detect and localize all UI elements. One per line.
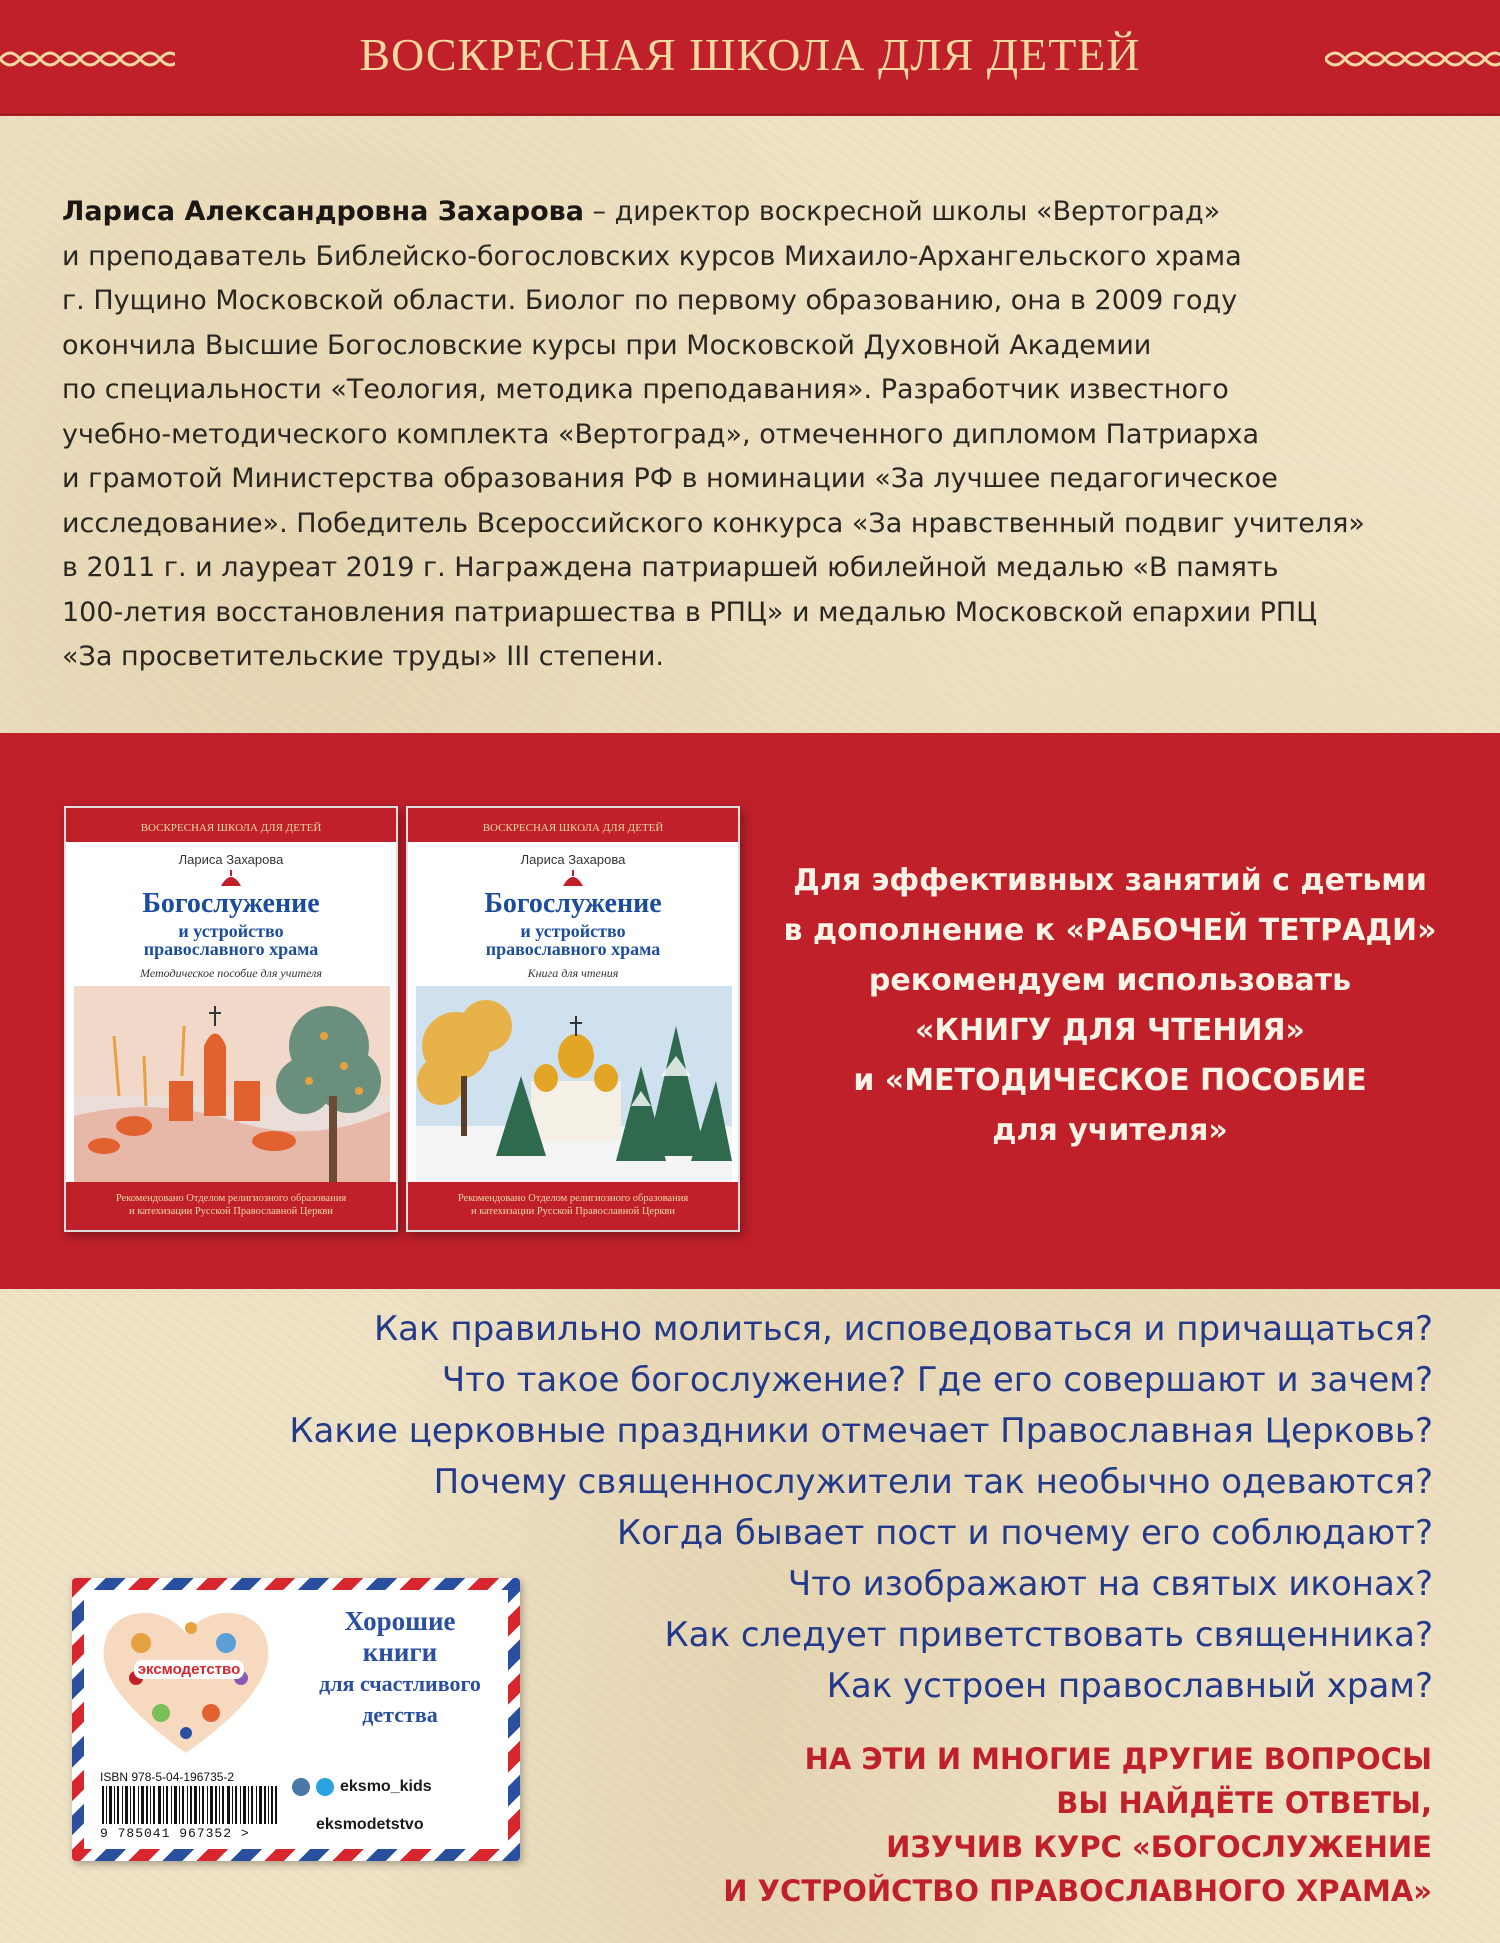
publisher-card xyxy=(72,1578,520,1861)
publisher-slogan: Хорошие книги для счастливого детства xyxy=(319,1606,481,1727)
question-item: Какие церковные праздники отмечает Православная Церковь? xyxy=(289,1411,1433,1451)
book-title: Богослужение xyxy=(142,888,320,919)
bio-line: Лариса Александровна Захарова – директор воскресной школы «Вертоград» xyxy=(62,196,1221,227)
bio-line: 100-летия восстановления патриаршества в РПЦ» и медалью Московской епархии РПЦ xyxy=(62,596,1318,628)
bio-line: «За просветительские труды» III степени. xyxy=(62,641,664,672)
isbn-number: ISBN 978-5-04-196735-2 xyxy=(100,1770,235,1784)
bio-line: окончила Высшие Богословские курсы при Московской Духовной Академии xyxy=(62,329,1152,361)
social-handle-2: eksmodetstvo xyxy=(316,1816,424,1833)
book-subtitle: Методическое пособие для учителя xyxy=(140,966,322,980)
bio-line: исследование». Победитель Всероссийского конкурса «За нравственный подвиг учителя» xyxy=(62,507,1365,539)
book-subtitle: Книга для чтения xyxy=(527,966,619,980)
book-cover-teacher-guide xyxy=(64,806,398,1232)
bio-line: и грамотой Министерства образования РФ в номинации «За лучшее педагогическое xyxy=(62,463,1278,494)
brand-logo-text: эксмодетство xyxy=(134,1660,244,1679)
cover-painting-winter-church xyxy=(416,986,732,1182)
church-dome-icon xyxy=(216,870,246,888)
book-title-rest: и устройство православного храма xyxy=(485,921,661,959)
cover-painting-church-sunset xyxy=(74,986,390,1182)
bio-line: г. Пущино Московской области. Биолог по первому образованию, она в 2009 году xyxy=(62,285,1238,316)
question-item: Что изображают на святых иконах? xyxy=(787,1564,1433,1604)
question-item: Как устроен православный храм? xyxy=(826,1666,1433,1706)
book-title-rest: и устройство православного храма xyxy=(143,921,319,959)
bio-line: по специальности «Теология, методика преподавания». Разработчик известного xyxy=(62,374,1229,405)
bio-line: учебно-методического комплекта «Вертоград», отмеченного дипломом Патриарха xyxy=(62,418,1260,450)
book-cover-reading-book xyxy=(406,806,740,1232)
author-bio xyxy=(62,190,1452,680)
barcode-icon xyxy=(100,1786,280,1824)
social-row-vk-telegram xyxy=(292,1774,492,1800)
book-series-title: ВОСКРЕСНАЯ ШКОЛА ДЛЯ ДЕТЕЙ xyxy=(482,822,664,834)
author-name: Лариса Александровна Захарова xyxy=(62,196,584,227)
question-item: Когда бывает пост и почему его соблюдают? xyxy=(616,1513,1433,1553)
recommendation-text: Для эффективных занятий с детьми в дополнение к «РАБОЧЕЙ ТЕТРАДИ» рекомендуем использовать «КНИГУ ДЛЯ ЧТЕНИЯ» и «МЕТОДИЧЕСКОЕ ПОСОБИЕ для учителя» xyxy=(783,863,1437,1148)
question-item: Что такое богослужение? Где его совершают и зачем? xyxy=(441,1360,1433,1400)
series-title: ВОСКРЕСНАЯ ШКОЛА ДЛЯ ДЕТЕЙ xyxy=(359,29,1141,80)
braid-ornament-right xyxy=(1325,44,1500,74)
barcode-number: 9 785041 967352 > xyxy=(100,1826,250,1841)
bio-line: в 2011 г. и лауреат 2019 г. Награждена патриаршей юбилейной медалью «В память xyxy=(62,552,1279,583)
book-title: Богослужение xyxy=(484,888,662,919)
church-dome-icon xyxy=(558,870,588,888)
book-author: Лариса Захарова xyxy=(178,852,284,867)
bio-line: и преподаватель Библейско-богословских курсов Михаило-Архангельского храма xyxy=(62,240,1242,272)
vk-icon xyxy=(292,1778,310,1796)
book-footer-text: Рекомендовано Отделом религиозного образования и катехизации Русской Православной Церкви xyxy=(457,1193,689,1217)
social-links xyxy=(292,1774,492,1800)
book-series-title: ВОСКРЕСНАЯ ШКОЛА ДЛЯ ДЕТЕЙ xyxy=(140,822,322,834)
telegram-icon xyxy=(316,1778,334,1796)
question-item: Как правильно молиться, исповедоваться и причащаться? xyxy=(374,1309,1433,1349)
book-footer-text: Рекомендовано Отделом религиозного образования и катехизации Русской Православной Церкви xyxy=(115,1193,347,1217)
question-item: Почему священнослужители так необычно одеваются? xyxy=(433,1462,1433,1502)
book-author: Лариса Захарова xyxy=(520,852,626,867)
answer-callout: НА ЭТИ И МНОГИЕ ДРУГИЕ ВОПРОСЫ ВЫ НАЙДЁТЕ ОТВЕТЫ, ИЗУЧИВ КУРС «БОГОСЛУЖЕНИЕ И УСТРОЙСТВО ПРАВОСЛАВНОГО ХРАМА» xyxy=(723,1742,1432,1908)
social-handle: eksmo_kids xyxy=(340,1778,432,1795)
question-item: Как следует приветствовать священника? xyxy=(664,1615,1433,1655)
